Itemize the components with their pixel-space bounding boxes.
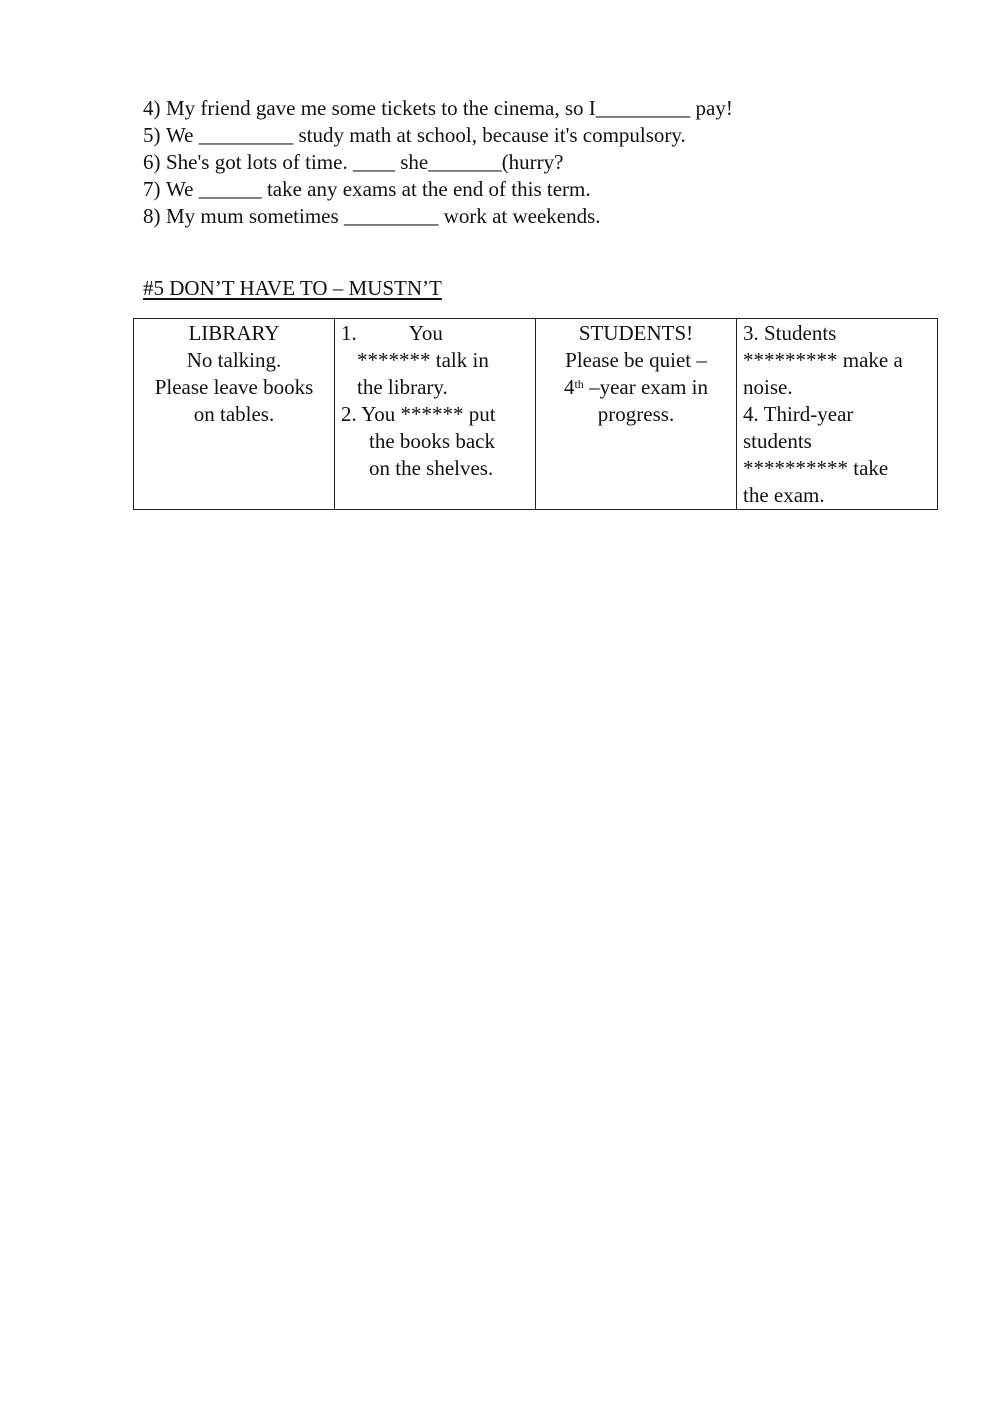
exercise-number: 8) [143,204,161,228]
exercise-text: She's got lots of time. ____ she_______(hurry? [166,150,564,174]
exercise-number: 4) [143,96,161,120]
sentence-line [341,320,529,347]
exercise-item-8 [143,203,733,230]
sentence-line: 3. Students [743,321,837,345]
library-sign-text: No talking. [186,348,282,372]
exercise-item-4 [143,95,733,122]
sentence-line: noise. [743,375,793,399]
exercise-number: 7) [143,177,161,201]
library-sign-text: on tables. [193,402,275,426]
sentence-line: 2. You ****** put [341,402,496,426]
sentence-word: You [408,321,443,345]
exercise-item-6 [143,149,733,176]
library-sign-title: LIBRARY [188,321,280,345]
exercise-number: 5) [143,123,161,147]
sentence-line: students [743,429,812,453]
students-sign-text: progress. [597,402,675,426]
library-sign-text: Please leave books [154,375,314,399]
ordinal-suffix: th [574,377,584,391]
sentence-line: the books back [369,429,495,453]
exercise-text: My friend gave me some tickets to the cinema, so I_________ pay! [166,96,733,120]
sentence-number: 1. [341,321,357,345]
exercise-text: We _________ study math at school, because it's compulsory. [166,123,686,147]
exercise-text: We ______ take any exams at the end of this term. [166,177,591,201]
sentence-line: 4. Third-year [743,402,854,426]
table-row [134,319,938,510]
sentences-cell-b [737,319,938,510]
students-sign-text [542,374,730,401]
sentence-line: ********* make a [743,348,903,372]
library-sign-cell [134,319,335,510]
students-sign-title: STUDENTS! [578,321,694,345]
students-sign-text: Please be quiet – [565,348,707,372]
sentence-line: ********** take [743,456,889,480]
sentence-line: ******* talk in [357,348,489,372]
sentence-line: the exam. [743,483,825,507]
exercise-item-5 [143,122,733,149]
exercise-number: 6) [143,150,161,174]
exercise-item-7 [143,176,733,203]
sentences-cell-a [335,319,536,510]
students-sign-cell [536,319,737,510]
signs-table [133,318,938,510]
sentence-line: the library. [357,375,448,399]
year-number: 4 [563,375,575,399]
sentence-line: on the shelves. [369,456,494,480]
year-text: –year exam in [583,375,709,399]
exercise-text: My mum sometimes _________ work at weekends. [166,204,601,228]
section-heading: #5 DON’T HAVE TO – MUSTN’T [143,276,442,300]
exercise-list [143,95,733,230]
